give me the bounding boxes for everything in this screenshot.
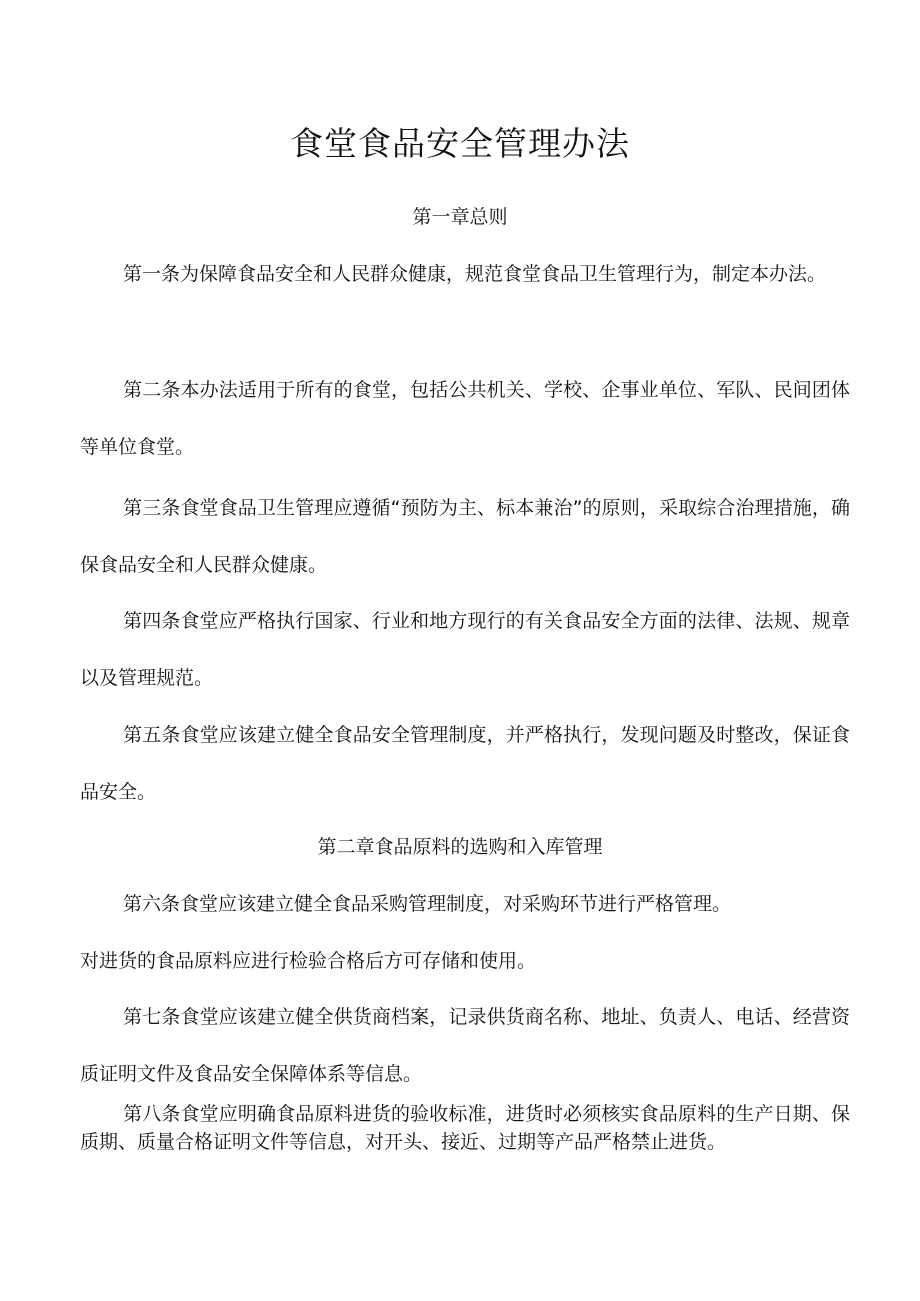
article-1-text: 第一条为保障食品安全和人民群众健康，规范食堂食品卫生管理行为，制定本办法。	[123, 263, 827, 285]
article-3-text: 第三条食堂食品卫生管理应遵循“预防为主、标本兼治”的原则，采取综合治理措施，确保食品安全和人民群众健康。	[80, 497, 850, 576]
article-6	[80, 890, 850, 918]
article-6-continuation	[80, 947, 850, 975]
article-8-text: 第八条食堂应明确食品原料进货的验收标准，进货时必须核实食品原料的生产日期、保质期、质量合格证明文件等信息，对开头、接近、过期等产品严格禁止进货。	[80, 1103, 850, 1153]
article-8	[80, 1100, 850, 1156]
chapter-heading-2: 第二章食品原料的选购和入库管理	[317, 836, 603, 858]
article-4-text: 第四条食堂应严格执行国家、行业和地方现行的有关食品安全方面的法律、法规、规章以及管理规范。	[80, 610, 850, 689]
article-1	[80, 246, 850, 303]
article-7	[80, 989, 850, 1103]
article-2-text: 第二条本办法适用于所有的食堂，包括公共机关、学校、企事业单位、军队、民间团体等单位食堂。	[80, 379, 850, 458]
document-title: 食堂食品安全管理办法	[290, 124, 630, 163]
chapter-heading-1: 第一章总则	[412, 206, 508, 228]
article-7-text: 第七条食堂应该建立健全供货商档案，记录供货商名称、地址、负责人、电话、经营资质证明文件及食品安全保障体系等信息。	[80, 1006, 850, 1085]
article-6-continuation-text: 对进货的食品原料应进行检验合格后方可存储和使用。	[80, 950, 537, 972]
article-5-text: 第五条食堂应该建立健全食品安全管理制度，并严格执行，发现问题及时整改，保证食品安全。	[80, 724, 850, 803]
article-2	[80, 362, 850, 476]
article-4	[80, 593, 850, 707]
article-3	[80, 480, 850, 594]
article-5	[80, 707, 850, 821]
article-6-text: 第六条食堂应该建立健全食品采购管理制度，对采购环节进行严格管理。	[123, 893, 732, 915]
